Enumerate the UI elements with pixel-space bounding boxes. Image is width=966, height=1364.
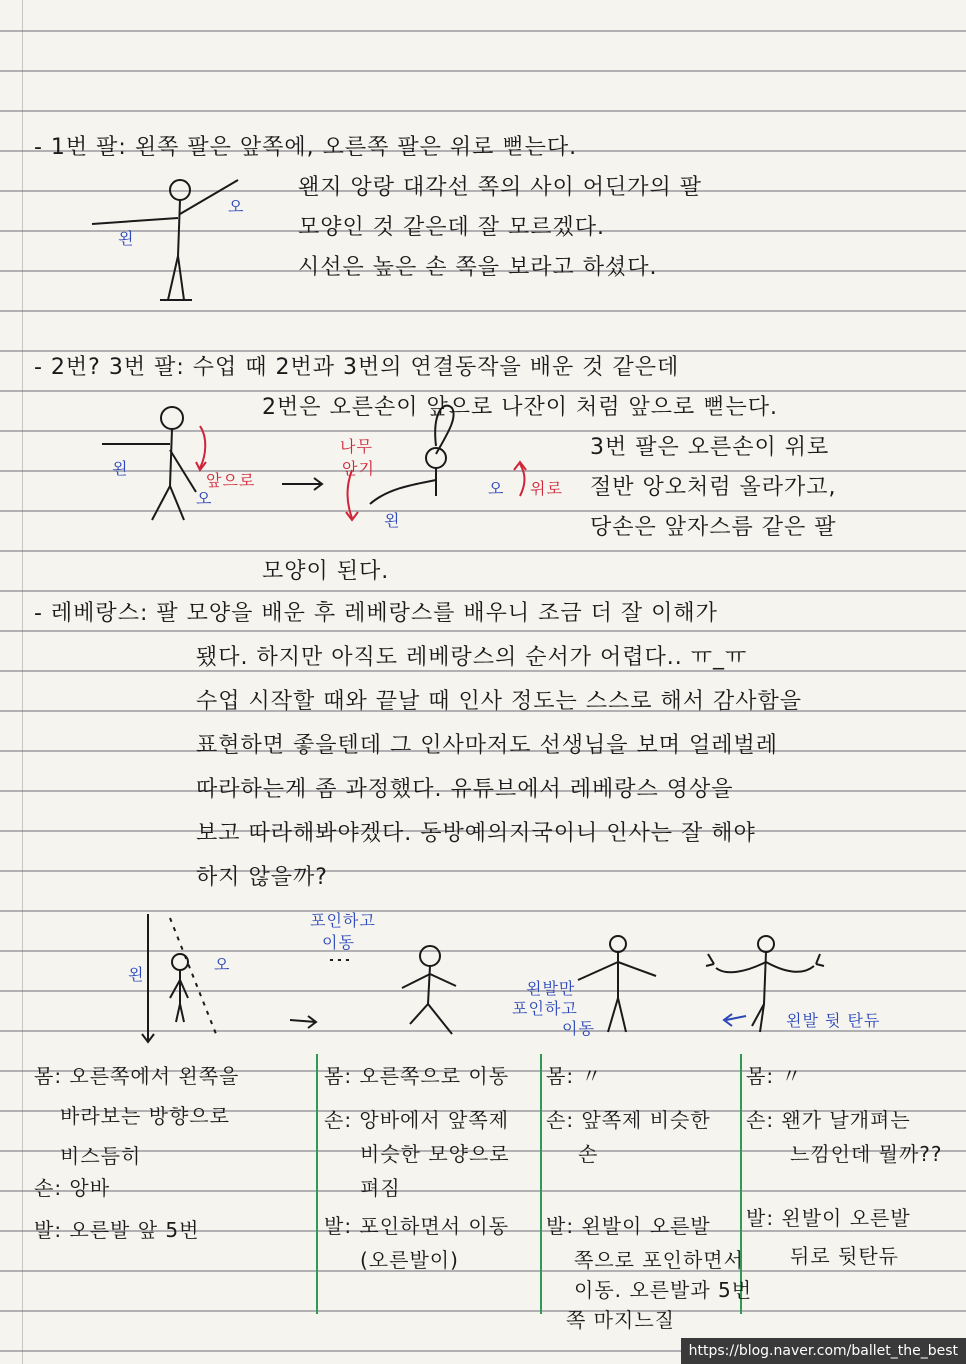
col2-hands-2: 비슷한 모양으로 — [360, 1142, 510, 1166]
col2-hands-3: 펴짐 — [360, 1176, 401, 1200]
col4-feet-2: 뒤로 뒷탄듀 — [790, 1244, 899, 1268]
section3-line-4: 표현하면 좋을텐데 그 인사마저도 선생님을 보며 얼레벌레 — [196, 733, 779, 758]
fig3-up-label: 위로 — [530, 479, 563, 498]
section3-line-3: 수업 시작할 때와 끝날 때 인사 정도는 스스로 해서 감사함을 — [196, 689, 802, 714]
col2-body: 몸: 오른쪽으로 이동 — [324, 1064, 510, 1088]
col3-feet: 발: 왼발이 오른발 — [546, 1214, 711, 1238]
page-margin-line — [22, 0, 23, 1364]
step1-right-label: 오 — [214, 955, 231, 974]
fig3-hug-label: 안기 — [342, 459, 375, 478]
fig3-left-label: 왼 — [384, 511, 401, 530]
section2-line-3: 절반 앙오처럼 올라가고, — [590, 475, 837, 500]
fig2-right-label: 오 — [196, 489, 213, 508]
step1-left-label: 왼 — [128, 965, 145, 984]
fig3-tree-label: 나무 — [340, 437, 373, 456]
section2-line-1: 2번은 오른손이 앞으로 나잔이 처럼 앞으로 뻗는다. — [262, 395, 778, 420]
col3-feet-2: 쪽으로 포인하면서 — [574, 1248, 744, 1272]
col1-hands: 손: 앙바 — [34, 1176, 111, 1200]
fig1-left-label: 왼 — [118, 229, 135, 248]
step3-leftfoot-label: 왼발만 — [526, 979, 576, 998]
col4-hands: 손: 왠가 날개펴는 — [746, 1108, 911, 1132]
col2-feet-2: (오른발이) — [360, 1248, 459, 1272]
step4-tendu-label: 왼발 뒷 탄듀 — [786, 1011, 881, 1030]
col1-body-3: 비스듬히 — [60, 1144, 142, 1168]
fig3-right-label: 오 — [488, 479, 505, 498]
section1-title: - 1번 팔: 왼쪽 팔은 앞쪽에, 오른쪽 팔은 위로 뻗는다. — [34, 135, 578, 160]
col2-feet: 발: 포인하면서 이동 — [324, 1214, 510, 1238]
fig1-right-label: 오 — [228, 197, 245, 216]
column-divider-1 — [316, 1054, 318, 1314]
section1-line-2: 모양인 것 같은데 잘 모르겠다. — [298, 215, 605, 240]
col3-hands: 손: 앞쪽제 비슷한 — [546, 1108, 711, 1132]
source-url-watermark: https://blog.naver.com/ballet_the_best — [681, 1338, 966, 1364]
col4-body: 몸: 〃 — [746, 1064, 803, 1088]
section3-line-7: 하지 않을까? — [196, 865, 328, 890]
section3-line-2: 됐다. 하지만 아직도 레베랑스의 순서가 어렵다.. ㅠ_ㅠ — [196, 645, 748, 670]
section3-line-1: - 레베랑스: 팔 모양을 배운 후 레베랑스를 배우니 조금 더 잘 이해가 — [34, 601, 718, 626]
section1-line-1: 왠지 앙랑 대각선 쪽의 사이 어딘가의 팔 — [298, 175, 702, 200]
col3-feet-4: 쪽 마지느질 — [566, 1308, 675, 1332]
col2-hands: 손: 앙바에서 앞쪽제 — [324, 1108, 510, 1132]
section2-title: - 2번? 3번 팔: 수업 때 2번과 3번의 연결동작을 배운 것 같은데 — [34, 355, 680, 380]
col4-hands-2: 느낌인데 뭘까?? — [790, 1142, 943, 1166]
col3-hands-2: 손 — [578, 1142, 599, 1166]
section2-line-4: 당손은 앞자스름 같은 팔 — [590, 515, 837, 540]
column-divider-2 — [540, 1054, 542, 1314]
step3-move-label: 이동 — [562, 1019, 595, 1038]
fig2-forward-label: 앞으로 — [206, 471, 256, 490]
step3-point-label: 포인하고 — [512, 999, 578, 1018]
col4-feet: 발: 왼발이 오른발 — [746, 1206, 911, 1230]
step2-move-label: 이동 — [322, 933, 355, 952]
arm-position-1-figure — [88, 172, 258, 304]
section3-line-6: 보고 따라해봐야겠다. 동방예의지국이니 인사는 잘 해야 — [196, 821, 756, 846]
col3-feet-3: 이동. 오른발과 5번 — [574, 1278, 753, 1302]
arm-position-2-3-figure — [96, 398, 586, 532]
step2-point-label: 포인하고 — [310, 911, 376, 930]
section1-line-3: 시선은 높은 손 쪽을 보라고 하셨다. — [298, 255, 658, 280]
col1-feet: 발: 오른발 앞 5번 — [34, 1218, 200, 1242]
section3-line-5: 따라하는게 좀 과정했다. 유튜브에서 레베랑스 영상을 — [196, 777, 734, 802]
fig2-left-label: 왼 — [112, 459, 129, 478]
col1-body-2: 바라보는 방향으로 — [60, 1104, 230, 1128]
section2-line-2: 3번 팔은 오른손이 위로 — [590, 435, 830, 460]
col3-body: 몸: 〃 — [546, 1064, 603, 1088]
col1-body: 몸: 오른쪽에서 왼쪽을 — [34, 1064, 240, 1088]
section2-line-5: 모양이 된다. — [262, 559, 390, 584]
